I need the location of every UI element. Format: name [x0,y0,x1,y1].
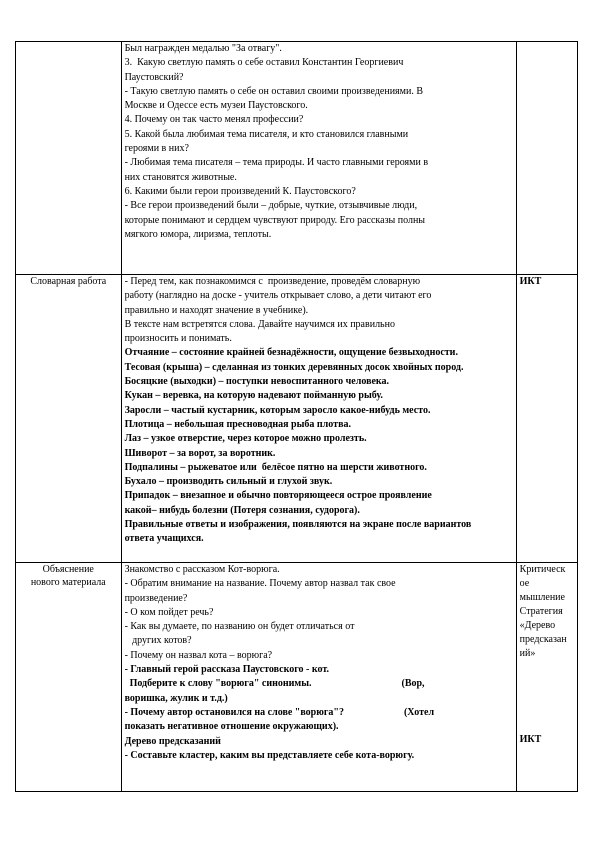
tools-line: мышление [519,592,565,603]
text-line: показать негативное отношение окружающих). [124,721,339,733]
text-line: других котов? [124,635,192,647]
vocab-note: ответа учащихся. [124,533,204,545]
text-line: Москве и Одессе есть музеи Паустовского. [124,100,308,112]
lesson-plan-table [15,41,578,792]
text-line: правильно и находят значение в учебнике). [124,304,309,316]
text-line: мягкого юмора, лиризма, теплоты. [124,228,272,240]
text-line: - Почему автор остановился на слове "ворюга"? (Хотел [124,706,435,718]
stage-title: Словарная работа [30,276,107,287]
content-cell [121,42,516,275]
table-row [16,275,578,563]
text-line: - Такую светлую память о себе он оставил своими произведениями. В [124,85,423,97]
vocab-entry: Кукан – веревка, на которую надевают пойманную рыбу. [124,390,383,402]
spacer [520,661,574,733]
text-line: 5. Какой была любимая тема писателя, и кто становился главными [124,128,409,140]
tools-label: ИКТ [519,276,542,287]
vocab-note: Правильные ответы и изображения, появляются на экране после вариантов [124,519,472,531]
vocab-entry: Плотица – небольшая пресноводная рыба плотва. [124,418,351,430]
content-cell [121,275,516,563]
stage-title: нового материала [30,577,106,588]
stage-cell [16,563,122,792]
vocab-entry: Лаз – узкое отверстие, через которое можно пролезть. [124,433,367,445]
table-row [16,42,578,275]
text-line: героями в них? [124,143,189,155]
text-line: 4. Почему он так часто менял профессии? [124,114,304,126]
text-line: воришка, жулик и т.д.) [124,692,228,704]
text-line: Был награжден медалью "За отвагу". [124,43,282,54]
tools-line: ий» [519,648,536,659]
vocab-entry: Подпалины – рыжеватое или белёсое пятно на шерсти животного. [124,461,427,473]
text-line: них становятся животные. [124,171,237,183]
vocab-entry: Шиворот – за ворот, за воротник. [124,447,276,459]
text-line: В тексте нам встретятся слова. Давайте научимся их правильно [124,318,395,330]
tools-line: предсказан [519,634,567,645]
text-line: Знакомство с рассказом Кот-ворюга. [124,564,280,575]
text-line: - Главный герой рассказа Паустовского - кот. [124,664,330,676]
content-cell [121,563,516,792]
stage-cell [16,275,122,563]
tools-cell [516,42,577,275]
text-line: - Перед тем, как познакомимся с произведение, проведём словарную [124,276,421,287]
text-line: Подберите к слову "ворюга" синонимы. (Вор, [124,678,425,690]
text-line: 6. Какими были герои произведений К. Паустовского? [124,185,356,197]
table-row [16,563,578,792]
tools-cell [516,275,577,563]
tools-line: «Дерево [519,620,556,631]
tools-line: Стратегия [519,606,563,617]
text-line: - Почему он назвал кота – ворюга? [124,649,273,661]
text-line: - Обратим внимание на название. Почему автор назвал так свое [124,578,396,590]
text-line: - Все герои произведений были – добрые, чуткие, отзывчивые люди, [124,200,418,212]
vocab-entry: Припадок – внезапное и обычно повторяющееся острое проявление [124,490,432,502]
text-line: 3. Какую светлую память о себе оставил Константин Георгиевич [124,57,404,69]
text-line: произносить и понимать. [124,333,232,345]
vocab-entry: Заросли – частый кустарник, которым заросло какое-нибудь место. [124,404,431,416]
text-line: - Как вы думаете, по названию он будет отличаться от [124,621,355,633]
text-line: которые понимают и сердцем чувствуют природу. Его рассказы полны [124,214,426,226]
text-line: - Любимая тема писателя – тема природы. И часто главными героями в [124,157,429,169]
text-line: произведение? [124,592,188,604]
text-line: работу (наглядно на доске - учитель открывает слово, а дети читают его [124,290,432,302]
text-line: - Составьте кластер, каким вы представляете себе кота-ворюгу. [124,749,415,761]
stage-title: Объяснение [42,564,94,575]
vocab-entry: какой– нибудь болезни (Потеря сознания, судорога). [124,504,360,516]
tools-label: ИКТ [519,734,542,745]
text-line: Дерево предсказаний [124,735,221,747]
vocab-entry: Бухало – производить сильный и глухой звук. [124,476,333,488]
vocab-entry: Тесовая (крыша) – сделанная из тонких деревянных досок хвойных пород. [124,361,464,373]
vocab-entry: Босяцкие (выходки) – поступки невоспитанного человека. [124,376,390,388]
text-line: - О ком пойдет речь? [124,606,214,618]
vocab-entry: Отчаяние – состояние крайней безнадёжности, ощущение безвыходности. [124,347,458,359]
stage-cell [16,42,122,275]
tools-line: Критическ [519,564,566,575]
tools-line: ое [519,578,530,589]
text-line: Паустовский? [124,71,184,83]
tools-cell [516,563,577,792]
